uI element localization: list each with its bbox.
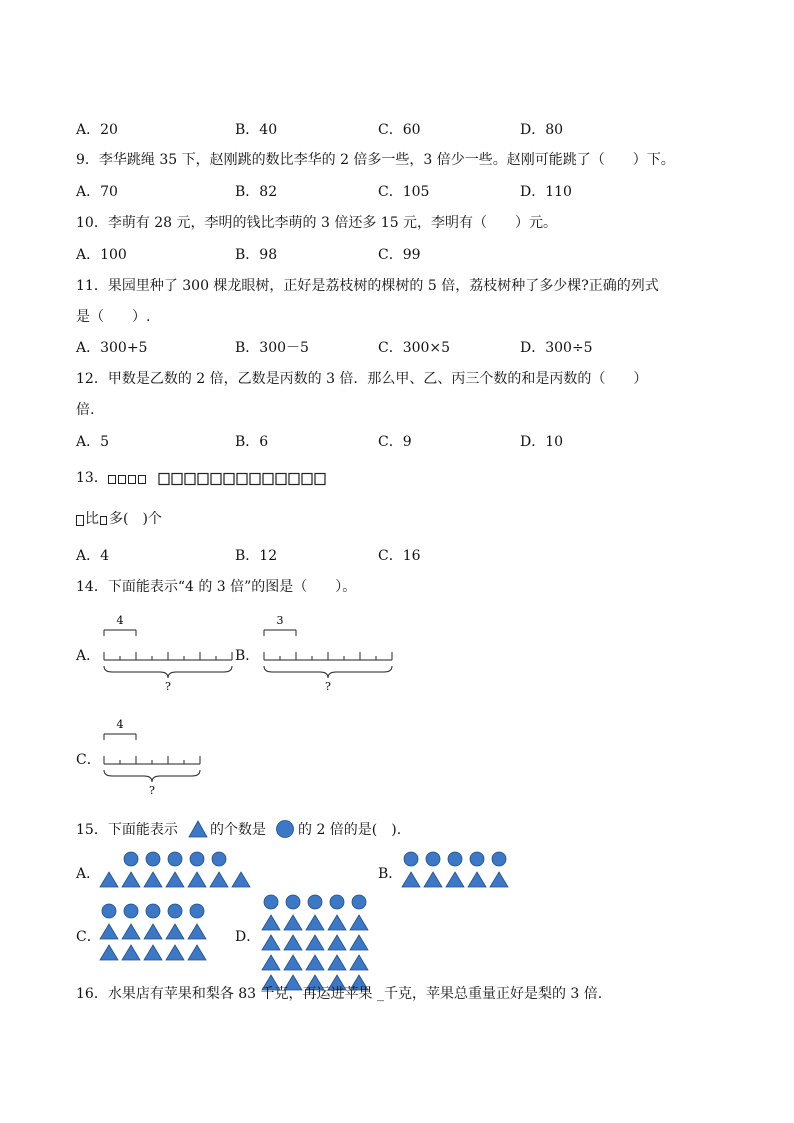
triangle-shape: [402, 872, 420, 887]
triangle-shape: [262, 915, 280, 930]
q14-figure-b-question-mark: ?: [325, 680, 331, 693]
q15-figure-c[interactable]: [100, 902, 220, 968]
q12-question-line1: 12．甲数是乙数的 2 倍，乙数是丙数的 3 倍．那么甲、乙、丙三个数的和是丙数的（ ）: [76, 371, 648, 387]
circle-shape: [352, 895, 366, 909]
circle-shape: [330, 895, 344, 909]
q11-option-c[interactable]: C．300×5: [378, 340, 451, 356]
q15-option-a-label[interactable]: A．: [76, 866, 101, 882]
triangle-shape: [490, 872, 508, 887]
q14-figure-c-question-mark: ?: [149, 784, 155, 797]
q15-option-b-label[interactable]: B．: [378, 866, 403, 882]
triangle-shape: [100, 924, 118, 939]
q15-question-part3: 的 2 倍的是( ).: [298, 822, 402, 838]
q9-option-a[interactable]: A．70: [76, 184, 118, 200]
q8-option-d[interactable]: D．80: [520, 122, 564, 138]
q12-option-c[interactable]: C．9: [378, 434, 412, 450]
q10-option-a[interactable]: A．100: [76, 247, 127, 263]
triangle-shape: [350, 915, 368, 930]
triangle-shape: [446, 872, 464, 887]
q9-option-d[interactable]: D．110: [520, 184, 572, 200]
triangle-shape: [306, 955, 324, 970]
q15-figure-b[interactable]: [402, 850, 522, 895]
triangle-shape: [424, 872, 442, 887]
circle-shape: [470, 852, 484, 866]
circle-shape: [168, 904, 182, 918]
q8-option-b[interactable]: B．40: [235, 122, 278, 138]
triangle-shape: [284, 955, 302, 970]
q14-figure-a-top-label: 4: [116, 614, 124, 627]
triangle-shape: [166, 924, 184, 939]
q12-question-line2: 倍.: [76, 402, 95, 418]
q16-question: 16．水果店有苹果和梨各 83 千克，再运进苹果 _千克，苹果总重量正好是梨的 3 倍.: [76, 986, 603, 1002]
triangle-shape: [350, 955, 368, 970]
q11-option-a[interactable]: A．300+5: [76, 340, 148, 356]
circle-shape: [146, 904, 160, 918]
circle-shape: [190, 904, 204, 918]
triangle-shape: [284, 935, 302, 950]
q10-option-b[interactable]: B．98: [235, 247, 278, 263]
q15-figure-a[interactable]: [100, 850, 260, 895]
q14-figure-b[interactable]: [260, 612, 395, 697]
triangle-icon: [188, 820, 208, 838]
triangle-shape: [144, 872, 162, 887]
triangle-shape: [188, 924, 206, 939]
q14-question: 14．下面能表示“4 的 3 倍”的图是（ ）。: [76, 579, 357, 595]
triangle-shape: [328, 915, 346, 930]
triangle-shape: [100, 945, 118, 960]
circle-shape: [124, 904, 138, 918]
circle-shape: [124, 852, 138, 866]
q9-question: 9．李华跳绳 35 下，赵刚跳的数比李华的 2 倍多一些，3 倍少一些。赵刚可能跳了（ ）下。: [76, 152, 675, 168]
triangle-shape: [188, 872, 206, 887]
circle-shape: [426, 852, 440, 866]
q13-box-glyph-2: [100, 516, 107, 525]
q8-option-c[interactable]: C．60: [378, 122, 421, 138]
circle-shape: [492, 852, 506, 866]
q12-option-b[interactable]: B．6: [235, 434, 269, 450]
q11-question-line2: 是（ ）.: [76, 309, 151, 325]
q13-text-more: 多( )个: [109, 511, 162, 527]
circle-shape: [286, 895, 300, 909]
triangle-shape: [122, 945, 140, 960]
q9-option-c[interactable]: C．105: [378, 184, 430, 200]
q15-option-d-label[interactable]: D．: [235, 929, 261, 945]
triangle-shape: [210, 872, 228, 887]
circle-shape: [264, 895, 278, 909]
q10-option-c[interactable]: C．99: [378, 247, 421, 263]
triangle-shape: [306, 915, 324, 930]
q13-option-a[interactable]: A．4: [76, 548, 110, 564]
triangle-shape: [262, 955, 280, 970]
q14-figure-b-top-label: 3: [276, 614, 284, 627]
circle-shape: [448, 852, 462, 866]
triangle-shape: [100, 872, 118, 887]
triangle-shape: [144, 945, 162, 960]
triangle-shape: [232, 872, 250, 887]
q14-figure-c[interactable]: [100, 716, 205, 801]
q13-option-b[interactable]: B．12: [235, 548, 278, 564]
triangle-shape: [284, 915, 302, 930]
triangle-shape: [328, 955, 346, 970]
q11-question-line1: 11．果园里种了 300 棵龙眼树，正好是荔枝树的棵树的 5 倍，荔枝树种了多少棵?正确的列式: [76, 278, 659, 294]
circle-shape: [404, 852, 418, 866]
q14-option-a-label[interactable]: A．: [76, 648, 101, 664]
q13-option-c[interactable]: C．16: [378, 548, 421, 564]
q13-number: 13．: [76, 470, 108, 486]
q14-option-c-label[interactable]: C．: [76, 752, 101, 768]
q14-figure-a-question-mark: ?: [165, 680, 171, 693]
circle-shape: [212, 852, 226, 866]
q13-missing-glyphs: [108, 473, 328, 485]
triangle-shape: [144, 924, 162, 939]
q13-box-glyph-1: [76, 514, 84, 526]
triangle-shape: [122, 924, 140, 939]
q11-option-d[interactable]: D．300÷5: [520, 340, 593, 356]
triangle-shape: [166, 945, 184, 960]
circle-shape: [146, 852, 160, 866]
circle-shape: [102, 904, 116, 918]
circle-icon: [276, 820, 296, 840]
triangle-shape: [306, 935, 324, 950]
triangle-shape: [122, 872, 140, 887]
triangle-shape: [350, 935, 368, 950]
q11-option-b[interactable]: B．300－5: [235, 340, 309, 356]
q15-option-c-label[interactable]: C．: [76, 929, 101, 945]
q10-question: 10．李萌有 28 元，李明的钱比李萌的 3 倍还多 15 元，李明有（ ）元。: [76, 215, 558, 231]
circle-shape: [168, 852, 182, 866]
q14-figure-c-top-label: 4: [116, 718, 124, 731]
q15-figure-d[interactable]: [262, 893, 372, 979]
q14-option-b-label[interactable]: B．: [235, 648, 260, 664]
q8-option-a[interactable]: A．20: [76, 122, 118, 138]
circle-shape: [190, 852, 204, 866]
triangle-shape: [188, 945, 206, 960]
q15-question-part1: 15．下面能表示: [76, 822, 178, 838]
triangle-shape: [262, 935, 280, 950]
q13-text-bi: 比: [85, 511, 99, 527]
circle-shape: [308, 895, 322, 909]
q15-question-part2: 的个数是: [210, 822, 266, 838]
q14-figure-a[interactable]: [100, 612, 235, 697]
q9-option-b[interactable]: B．82: [235, 184, 278, 200]
triangle-shape: [468, 872, 486, 887]
q12-option-a[interactable]: A．5: [76, 434, 110, 450]
triangle-shape: [166, 872, 184, 887]
q12-option-d[interactable]: D．10: [520, 434, 564, 450]
triangle-shape: [328, 935, 346, 950]
